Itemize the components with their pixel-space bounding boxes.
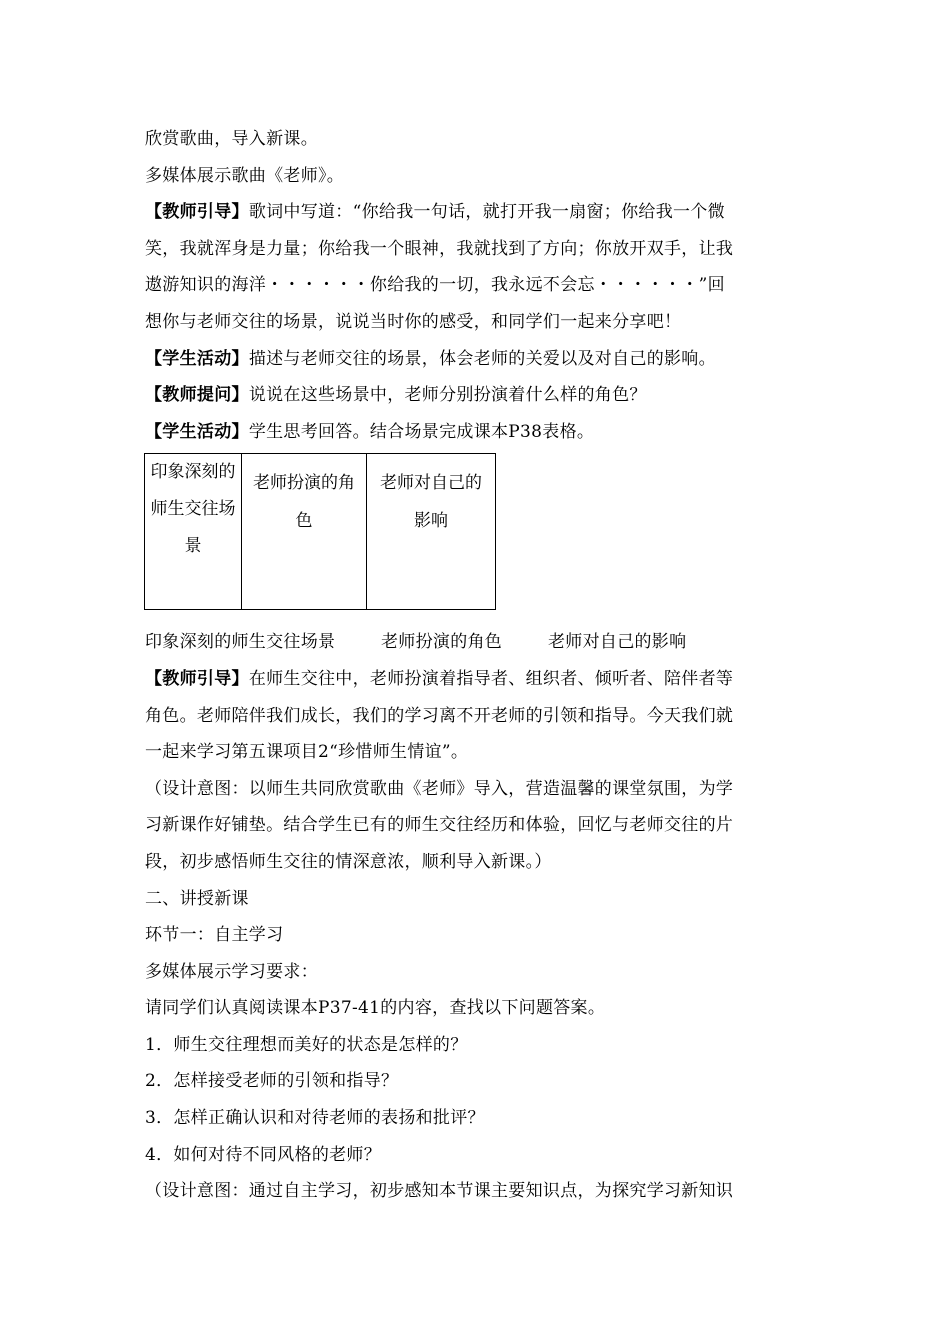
text-line	[145, 807, 810, 844]
text-line	[145, 414, 810, 451]
line-text: 角色。老师陪伴我们成长，我们的学习离不开老师的引领和指导。今天我们就	[145, 705, 734, 726]
line-text: 段，初步感悟师生交往的情深意浓，顺利导入新课。）	[145, 851, 552, 872]
line-text: 1．师生交往理想而美好的状态是怎样的？	[145, 1034, 468, 1055]
table-headers-text-row	[145, 624, 810, 661]
text-line	[145, 267, 810, 304]
spaced-text: 老师扮演的角色	[381, 632, 503, 653]
text-line	[145, 990, 810, 1027]
text-line	[145, 231, 810, 268]
table-cell-line: 师生交往场	[150, 499, 236, 520]
text-line	[145, 734, 810, 771]
text-line	[145, 1100, 810, 1137]
text-line	[145, 158, 810, 195]
line-text: 3．怎样正确认识和对待老师的表扬和批评？	[145, 1108, 485, 1129]
line-text: 习新课作好铺垫。结合学生已有的师生交往经历和体验，回忆与老师交往的片	[145, 815, 734, 836]
line-text: 说说在这些场景中，老师分别扮演着什么样的角色？	[248, 385, 647, 406]
line-text: 欣赏歌曲，导入新课。	[145, 129, 318, 149]
table-cell-line: 老师扮演的角	[253, 473, 355, 494]
text-line	[145, 881, 810, 918]
document-page	[145, 121, 810, 1210]
text-line	[145, 1027, 810, 1064]
text-line	[145, 954, 810, 991]
table-cell-line: 老师对自己的	[380, 473, 482, 494]
text-line	[145, 194, 810, 231]
table-cell-line: 印象深刻的	[150, 462, 236, 483]
text-line	[145, 844, 810, 881]
text-line	[145, 661, 810, 698]
line-text: 多媒体展示歌曲《老师》。	[145, 165, 345, 186]
text-line	[145, 1137, 810, 1174]
table-cell-line: 色	[295, 511, 313, 532]
line-text: 想你与老师交往的场景，说说当时你的感受，和同学们一起来分享吧！	[145, 311, 682, 332]
text-line	[145, 377, 810, 414]
line-text: （设计意图：通过自主学习，初步感知本节课主要知识点，为探究学习新知识	[145, 1181, 734, 1202]
spaced-text: 老师对自己的影响	[548, 632, 687, 653]
table-row	[145, 454, 496, 610]
text-line	[145, 917, 810, 954]
text-line	[145, 121, 810, 158]
table-cell-line: 景	[184, 536, 202, 557]
lesson-section	[145, 661, 810, 1210]
line-text: 2．怎样接受老师的引领和指导？	[145, 1071, 399, 1092]
text-line	[145, 698, 810, 735]
section-label: 【教师引导】	[145, 668, 249, 689]
section-label: 【学生活动】	[145, 348, 249, 369]
text-line	[145, 771, 810, 808]
line-text: 二、讲授新课	[145, 888, 249, 909]
text-line	[145, 1063, 810, 1100]
table-cell-role	[242, 454, 367, 610]
spaced-text: 印象深刻的师生交往场景	[145, 632, 336, 653]
section-label: 【教师提问】	[145, 385, 249, 406]
scene-role-table	[144, 453, 496, 610]
text-line	[145, 341, 810, 378]
table-cell-line: 影响	[414, 511, 448, 532]
line-text: 请同学们认真阅读课本P37-41的内容，查找以下问题答案。	[145, 998, 606, 1019]
intro-section	[145, 121, 810, 450]
line-text: 歌词中写道：“你给我一句话，就打开我一扇窗；你给我一个微	[248, 202, 725, 223]
line-text: 4．如何对待不同风格的老师？	[145, 1144, 382, 1165]
line-text: 描述与老师交往的场景，体会老师的关爱以及对自己的影响。	[248, 348, 716, 369]
line-text: 多媒体展示学习要求：	[145, 961, 318, 982]
line-text: 笑，我就浑身是力量；你给我一个眼神，我就找到了方向；你放开双手，让我	[145, 238, 734, 259]
text-line	[145, 304, 810, 341]
line-text: （设计意图：以师生共同欣赏歌曲《老师》导入，营造温馨的课堂氛围，为学	[145, 778, 734, 799]
line-text: 学生思考回答。结合场景完成课本P38表格。	[248, 421, 595, 442]
table-cell-influence	[367, 454, 496, 610]
line-text: 在师生交往中，老师扮演着指导者、组织者、倾听者、陪伴者等	[248, 668, 734, 689]
line-text: 遨游知识的海洋・・・・・・你给我的一切，我永远不会忘・・・・・・”回	[145, 275, 725, 296]
line-text: 一起来学习第五课项目2“珍惜师生情谊”。	[145, 742, 469, 763]
line-text: 环节一：自主学习	[145, 925, 284, 946]
section-label: 【学生活动】	[145, 421, 249, 442]
section-label: 【教师引导】	[145, 202, 249, 223]
text-line	[145, 1173, 810, 1210]
table-cell-scene	[145, 454, 242, 610]
